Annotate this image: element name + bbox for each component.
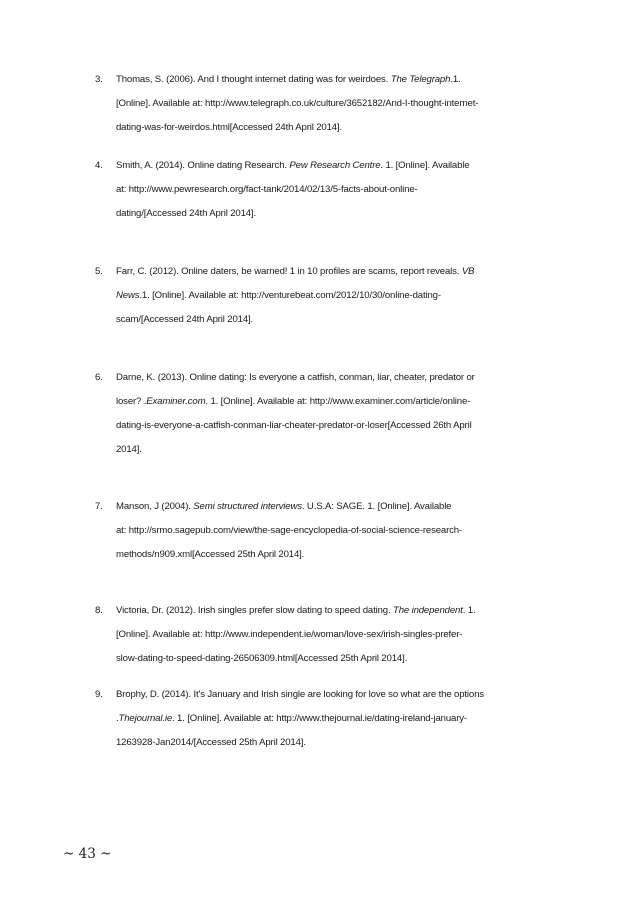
reference-line: dating-is-everyone-a-catfish-conman-liar-cheater-predator-or-loser[Accessed 26th April bbox=[116, 420, 472, 431]
reference-number: 9. bbox=[95, 689, 103, 700]
reference-line: 1263928-Jan2014/[Accessed 25th April 2014]. bbox=[116, 737, 306, 748]
reference-item-9 bbox=[95, 683, 565, 755]
reference-line: Brophy, D. (2014). It's January and Irish single are looking for love so what are the options bbox=[116, 689, 484, 700]
page-number: ~ 43 ~ bbox=[63, 846, 112, 862]
reference-line: Darne, K. (2013). Online dating: Is everyone a catfish, conman, liar, cheater, predator or bbox=[116, 372, 475, 383]
reference-item-6 bbox=[95, 366, 565, 462]
reference-line: News.1. [Online]. Available at: http://venturebeat.com/2012/10/30/online-dating- bbox=[116, 290, 441, 301]
reference-item-3 bbox=[95, 68, 565, 140]
reference-line: dating/[Accessed 24th April 2014]. bbox=[116, 208, 256, 219]
reference-line: scam/[Accessed 24th April 2014]. bbox=[116, 314, 254, 325]
reference-line: 2014]. bbox=[116, 444, 142, 455]
reference-line: at: http://srmo.sagepub.com/view/the-sage-encyclopedia-of-social-science-research- bbox=[116, 525, 463, 536]
reference-line: [Online]. Available at: http://www.telegraph.co.uk/culture/3652182/And-I-thought-internet- bbox=[116, 98, 479, 109]
reference-number: 4. bbox=[95, 160, 103, 171]
reference-line: Victoria, Dr. (2012). Irish singles prefer slow dating to speed dating. The independent. 1. bbox=[116, 605, 476, 616]
reference-item-5 bbox=[95, 260, 565, 332]
reference-number: 8. bbox=[95, 605, 103, 616]
reference-line: Thomas, S. (2006). And I thought internet dating was for weirdoes. The Telegraph.1. bbox=[116, 74, 461, 85]
reference-number: 5. bbox=[95, 266, 103, 277]
reference-line: methods/n909.xml[Accessed 25th April 2014]. bbox=[116, 549, 305, 560]
reference-line: dating-was-for-weirdos.html[Accessed 24th April 2014]. bbox=[116, 122, 342, 133]
reference-line: [Online]. Available at: http://www.independent.ie/woman/love-sex/irish-singles-prefer- bbox=[116, 629, 463, 640]
reference-number: 7. bbox=[95, 501, 103, 512]
reference-list bbox=[95, 68, 565, 755]
reference-line: .Thejournal.ie. 1. [Online]. Available at: http://www.thejournal.ie/dating-ireland-january- bbox=[116, 713, 467, 724]
reference-line: slow-dating-to-speed-dating-26506309.html[Accessed 25th April 2014]. bbox=[116, 653, 408, 664]
reference-line: Manson, J (2004). Semi structured interviews. U.S.A: SAGE. 1. [Online]. Available bbox=[116, 501, 452, 512]
reference-item-4 bbox=[95, 154, 565, 226]
reference-line: at: http://www.pewresearch.org/fact-tank/2014/02/13/5-facts-about-online- bbox=[116, 184, 418, 195]
reference-number: 3. bbox=[95, 74, 103, 85]
reference-line: Smith, A. (2014). Online dating Research. Pew Research Centre. 1. [Online]. Available bbox=[116, 160, 470, 171]
reference-line: Farr, C. (2012). Online daters, be warned! 1 in 10 profiles are scams, report reveals. VB bbox=[116, 266, 475, 277]
reference-number: 6. bbox=[95, 372, 103, 383]
reference-item-8 bbox=[95, 599, 565, 671]
reference-item-7 bbox=[95, 495, 565, 567]
reference-line: loser? .Examiner.com. 1. [Online]. Available at: http://www.examiner.com/article/online- bbox=[116, 396, 471, 407]
